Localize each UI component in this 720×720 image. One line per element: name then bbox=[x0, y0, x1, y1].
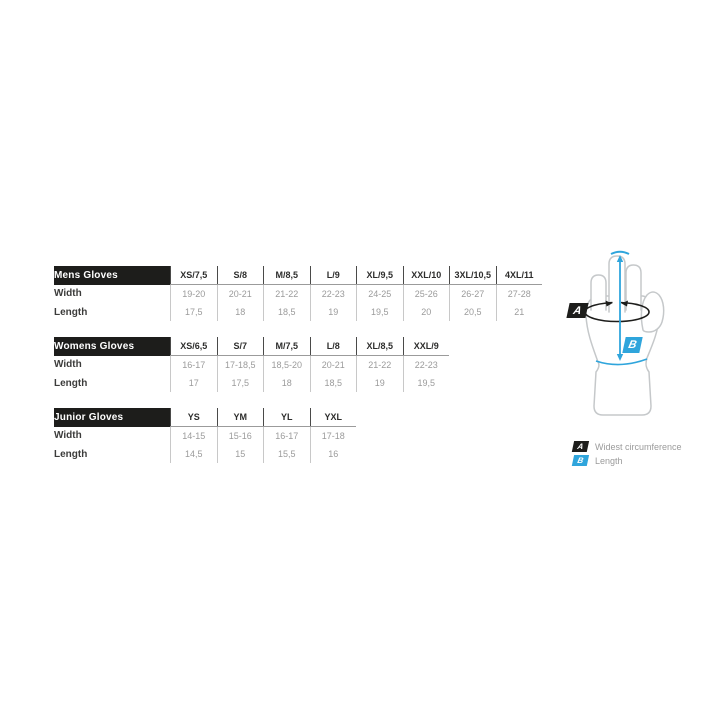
column-header: 4XL/11 bbox=[496, 266, 542, 285]
size-value: 15,5 bbox=[264, 445, 311, 463]
a-legend-icon: A bbox=[572, 441, 589, 452]
size-value: 17-18 bbox=[310, 427, 356, 446]
measurement-legend bbox=[573, 441, 682, 469]
size-value: 20-21 bbox=[310, 356, 357, 375]
table-data-row bbox=[54, 445, 356, 463]
size-value: 17 bbox=[171, 374, 218, 392]
row-label: Width bbox=[54, 288, 82, 300]
table-header-row bbox=[54, 408, 356, 427]
column-header: L/9 bbox=[310, 266, 357, 285]
column-header: XL/9,5 bbox=[357, 266, 404, 285]
a-marker-badge: A bbox=[566, 303, 588, 318]
size-value: 17,5 bbox=[171, 303, 218, 321]
size-value: 16-17 bbox=[264, 427, 311, 446]
size-value: 27-28 bbox=[496, 285, 542, 304]
size-value: 21-22 bbox=[357, 356, 404, 375]
column-header: XXL/10 bbox=[403, 266, 450, 285]
table-data-row bbox=[54, 374, 449, 392]
column-header: M/8,5 bbox=[264, 266, 311, 285]
size-value: 20,5 bbox=[450, 303, 497, 321]
size-value: 15-16 bbox=[217, 427, 264, 446]
size-value: 18,5 bbox=[310, 374, 357, 392]
legend-row-b bbox=[573, 455, 682, 466]
size-value: 18 bbox=[217, 303, 264, 321]
column-header: YS bbox=[171, 408, 218, 427]
column-header: XL/8,5 bbox=[357, 337, 404, 356]
table-womens-gloves bbox=[54, 337, 449, 392]
size-value: 22-23 bbox=[310, 285, 357, 304]
size-value: 19 bbox=[357, 374, 404, 392]
size-value: 14-15 bbox=[171, 427, 218, 446]
size-value: 21-22 bbox=[264, 285, 311, 304]
glove-thumb bbox=[641, 292, 663, 332]
row-label: Width bbox=[54, 430, 82, 442]
size-value: 19 bbox=[310, 303, 357, 321]
legend-row-a bbox=[573, 441, 682, 452]
table-data-row bbox=[54, 303, 542, 321]
table-mens-gloves bbox=[54, 266, 542, 321]
fingertip-cap-arc bbox=[611, 252, 629, 254]
size-value: 19,5 bbox=[357, 303, 404, 321]
size-value: 15 bbox=[217, 445, 264, 463]
column-header: M/7,5 bbox=[264, 337, 311, 356]
table-data-row bbox=[54, 356, 449, 375]
table-data-row bbox=[54, 427, 356, 446]
size-value: 19-20 bbox=[171, 285, 218, 304]
b-legend-icon: B bbox=[572, 455, 589, 466]
b-marker-badge: B bbox=[622, 337, 642, 353]
legend-label-widest-circumference: Widest circumference bbox=[595, 441, 682, 452]
size-tables bbox=[54, 266, 542, 463]
legend-label-length: Length bbox=[595, 455, 623, 466]
size-value: 18,5-20 bbox=[264, 356, 311, 375]
column-header: YXL bbox=[310, 408, 356, 427]
size-value: 25-26 bbox=[403, 285, 450, 304]
row-label: Length bbox=[54, 448, 88, 460]
column-header: S/7 bbox=[217, 337, 264, 356]
glove-measurement-diagram bbox=[563, 248, 673, 438]
table-header-row bbox=[54, 337, 449, 356]
table-title: Mens Gloves bbox=[54, 266, 171, 285]
row-label: Length bbox=[54, 306, 88, 318]
table-title: Junior Gloves bbox=[54, 408, 171, 427]
table-title: Womens Gloves bbox=[54, 337, 171, 356]
size-value: 18,5 bbox=[264, 303, 311, 321]
column-header: 3XL/10,5 bbox=[450, 266, 497, 285]
size-value: 18 bbox=[264, 374, 311, 392]
column-header: S/8 bbox=[217, 266, 264, 285]
size-value: 17,5 bbox=[217, 374, 264, 392]
size-value: 26-27 bbox=[450, 285, 497, 304]
size-value: 22-23 bbox=[403, 356, 449, 375]
row-label: Width bbox=[54, 359, 82, 371]
size-value: 24-25 bbox=[357, 285, 404, 304]
row-label: Length bbox=[54, 377, 88, 389]
size-value: 17-18,5 bbox=[217, 356, 264, 375]
size-value: 16 bbox=[310, 445, 356, 463]
table-junior-gloves bbox=[54, 408, 356, 463]
column-header: YM bbox=[217, 408, 264, 427]
size-value: 16-17 bbox=[171, 356, 218, 375]
column-header: XS/6,5 bbox=[171, 337, 218, 356]
size-value: 20 bbox=[403, 303, 450, 321]
size-value: 19,5 bbox=[403, 374, 449, 392]
size-value: 21 bbox=[496, 303, 542, 321]
size-value: 14,5 bbox=[171, 445, 218, 463]
size-value: 20-21 bbox=[217, 285, 264, 304]
column-header: L/8 bbox=[310, 337, 357, 356]
column-header: XS/7,5 bbox=[171, 266, 218, 285]
column-header: YL bbox=[264, 408, 311, 427]
column-header: XXL/9 bbox=[403, 337, 449, 356]
table-header-row bbox=[54, 266, 542, 285]
table-data-row bbox=[54, 285, 542, 304]
